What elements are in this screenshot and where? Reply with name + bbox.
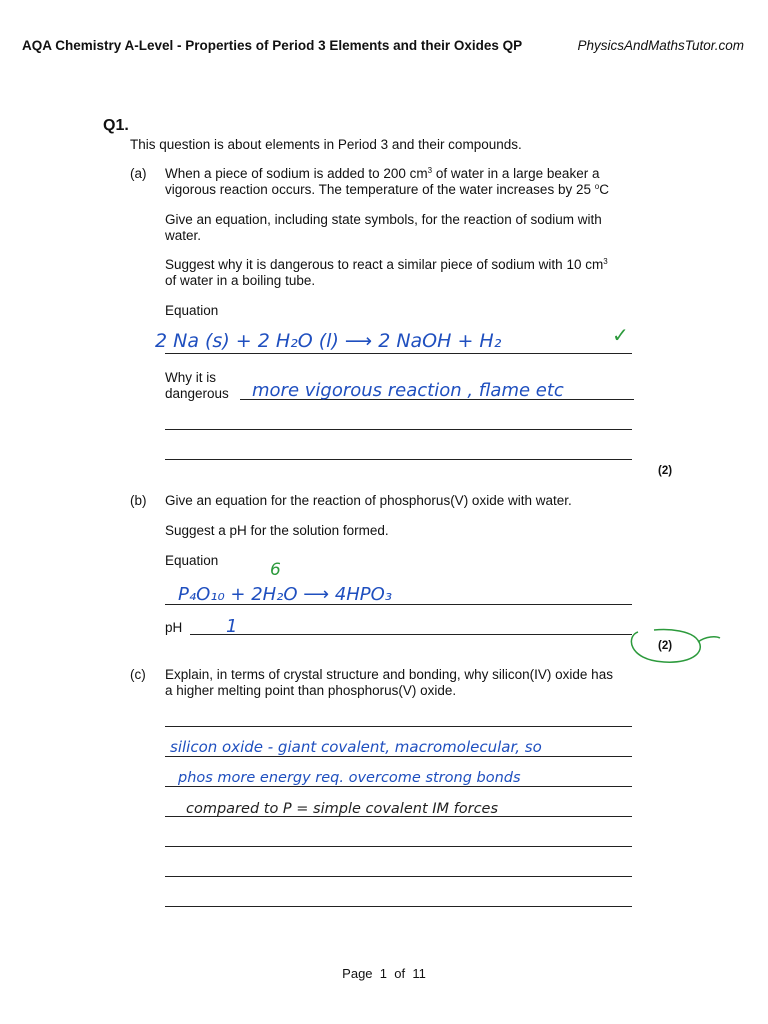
- handwritten-equation-a: 2 Na (s) + 2 H₂O (l) ⟶ 2 NaOH + H₂: [155, 330, 502, 352]
- answer-line: [165, 906, 632, 907]
- part-c-stem-line1: Explain, in terms of crystal structure and bonding, why silicon(IV) oxide has: [165, 667, 613, 682]
- document-header-title: AQA Chemistry A-Level - Properties of Period 3 Elements and their Oxides QP: [22, 38, 523, 53]
- part-a-why-label1: Why it is: [165, 370, 217, 385]
- part-a-label: (a): [130, 166, 147, 181]
- handwritten-equation-b: P₄O₁₀ + 2H₂O ⟶ 4HPO₃: [178, 584, 393, 605]
- handwritten-answer-c-2: phos more energy req. overcome strong bonds: [178, 770, 521, 786]
- part-b-label: (b): [130, 493, 147, 508]
- answer-line: [190, 634, 632, 635]
- tick-icon: ✓: [612, 323, 629, 347]
- handwritten-correction: 6: [270, 560, 281, 580]
- question-number: Q1.: [103, 117, 129, 134]
- handwritten-ph: 1: [226, 616, 238, 637]
- circle-annotation-icon: [624, 624, 724, 668]
- answer-line: [165, 756, 632, 757]
- part-c-stem-line2: a higher melting point than phosphorus(V) oxide.: [165, 683, 457, 698]
- answer-line: [165, 786, 632, 787]
- page-footer: Page 1 of 11: [342, 966, 426, 981]
- handwritten-why-dangerous: more vigorous reaction , flame etc: [252, 380, 564, 401]
- part-a-suggest-line2: of water in a boiling tube.: [165, 273, 316, 288]
- answer-line: [165, 726, 632, 727]
- part-a-stem-line1: When a piece of sodium is added to 200 $cm^3$ of water in a large beaker a: [165, 166, 600, 181]
- site-name: PhysicsAndMathsTutor.com: [577, 38, 744, 53]
- part-a-stem-line2: vigorous reaction occurs. The temperature of the water increases by 25 $^o$C: [165, 182, 609, 197]
- part-a-equation-label: Equation: [165, 303, 219, 318]
- answer-line: [165, 429, 632, 430]
- handwritten-answer-c-1: silicon oxide - giant covalent, macromolecular, so: [170, 738, 542, 756]
- part-a-marks: (2): [658, 465, 673, 477]
- part-a-suggest-line1: Suggest why it is dangerous to react a similar piece of sodium with 10 $cm^3$: [165, 257, 608, 272]
- part-b-suggest: Suggest a pH for the solution formed.: [165, 523, 389, 538]
- part-b-ph-label: pH: [165, 620, 183, 635]
- question-intro: This question is about elements in Period 3 and their compounds.: [130, 137, 522, 152]
- part-a-give-line2: water.: [165, 228, 202, 243]
- part-b-equation-label: Equation: [165, 553, 219, 568]
- answer-line: [165, 353, 632, 354]
- answer-line: [165, 876, 632, 877]
- part-b-give: Give an equation for the reaction of phosphorus(V) oxide with water.: [165, 493, 572, 508]
- part-b-marks: (2): [658, 640, 673, 652]
- handwritten-answer-c-3: compared to P = simple covalent IM forces: [186, 801, 499, 817]
- answer-line: [165, 846, 632, 847]
- part-a-why-label2: dangerous: [165, 386, 229, 401]
- answer-line: [165, 459, 632, 460]
- part-c-label: (c): [130, 667, 146, 682]
- part-a-give-line1: Give an equation, including state symbols, for the reaction of sodium with: [165, 212, 602, 227]
